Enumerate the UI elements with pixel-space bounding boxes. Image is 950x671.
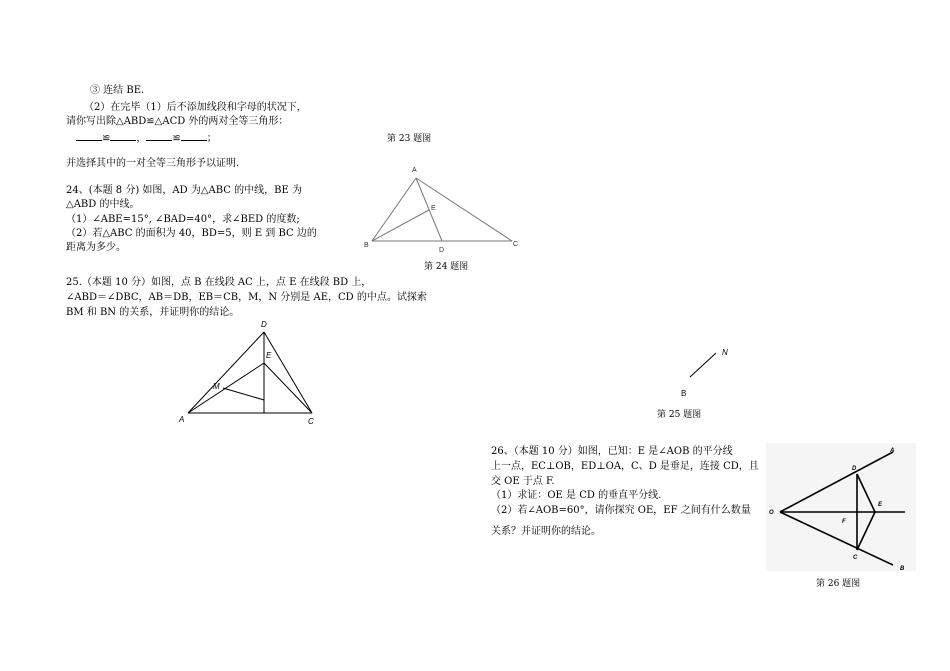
q23-answer-blanks: ≌ ， ≌ ； [76, 131, 217, 145]
q25-label-a: A [179, 415, 185, 424]
q25-label-n: N [722, 348, 728, 357]
q26-figure-caption: 第 26 题图 [816, 579, 861, 589]
q26-label-f: F [842, 519, 846, 525]
q24-label-a: A [412, 167, 417, 174]
q24-line1: 24、(本题 8 分) 如图，AD 为△ABC 的中线，BE 为 [66, 185, 302, 196]
q26-label-o: O [769, 510, 774, 516]
q24-label-b: B [364, 242, 369, 249]
q26-line6: 关系？并证明你的结论。 [491, 526, 601, 537]
q26-line5: （2）若∠AOB=60°，请你探究 OE，EF 之间有什么数量 [491, 505, 751, 516]
q26-line4: （1）求证：OE 是 CD 的垂直平分线. [491, 490, 662, 501]
q26-label-d: D [852, 466, 857, 472]
q25-label-c: C [308, 417, 314, 426]
q25-label-m: M [213, 382, 220, 391]
q24-line2: △ABD 的中线。 [66, 199, 140, 210]
q26-line2: 上一点，EC⊥OB，ED⊥OA，C、D 是垂足，连接 CD，且 [491, 461, 759, 472]
q24-label-c: C [513, 241, 519, 248]
q26-label-c: C [853, 555, 858, 561]
q26-line1: 26、（本题 10 分）如图，已知：E 是∠AOB 的平分线 [491, 446, 733, 457]
q24-line4: （2）若△ABC 的面积为 40，BD=5，则 E 到 BC 边的 [66, 228, 317, 239]
q25-line2: ∠ABD＝∠DBC，AB＝DB，EB＝CB，M，N 分别是 AE，CD 的中点。试探索 [66, 292, 427, 303]
q23-figure-caption: 第 23 题图 [387, 134, 432, 144]
q23-step3: ③ 连结 BE. [90, 85, 145, 96]
q24-line3: （1）∠ABE=15°, ∠BAD=40°，求∠BED 的度数; [66, 214, 300, 225]
q25-line1: 25.（本题 10 分）如图，点 B 在线段 AC 上，点 E 在线段 BD 上， [66, 277, 372, 288]
q26-label-a: A [890, 448, 895, 454]
q26-label-b: B [900, 566, 905, 572]
q23-prove-line: 并选择其中的一对全等三角形予以证明. [66, 158, 240, 169]
q26-line3: 交 OE 于点 F. [491, 476, 555, 487]
q25-label-e: E [266, 351, 272, 360]
q24-figure-caption: 第 24 题图 [424, 262, 469, 272]
q25-figure-caption: 第 25 题图 [657, 410, 702, 420]
q24-label-d: D [439, 247, 445, 254]
q25-label-b: B [681, 389, 687, 398]
q24-label-e: E [431, 205, 436, 212]
q25-line3: BM 和 BN 的关系，并证明你的结论。 [66, 307, 240, 318]
q26-label-e: E [878, 502, 883, 508]
q25-label-d: D [261, 320, 267, 329]
q24-line5: 距离为多少。 [66, 242, 126, 253]
q23-part2-line1: （2）在完毕（1）后不添加线段和字母的状况下， [84, 102, 307, 113]
q23-part2-line2: 请你写出除△ABD≌△ACD 外的两对全等三角形： [66, 116, 289, 127]
